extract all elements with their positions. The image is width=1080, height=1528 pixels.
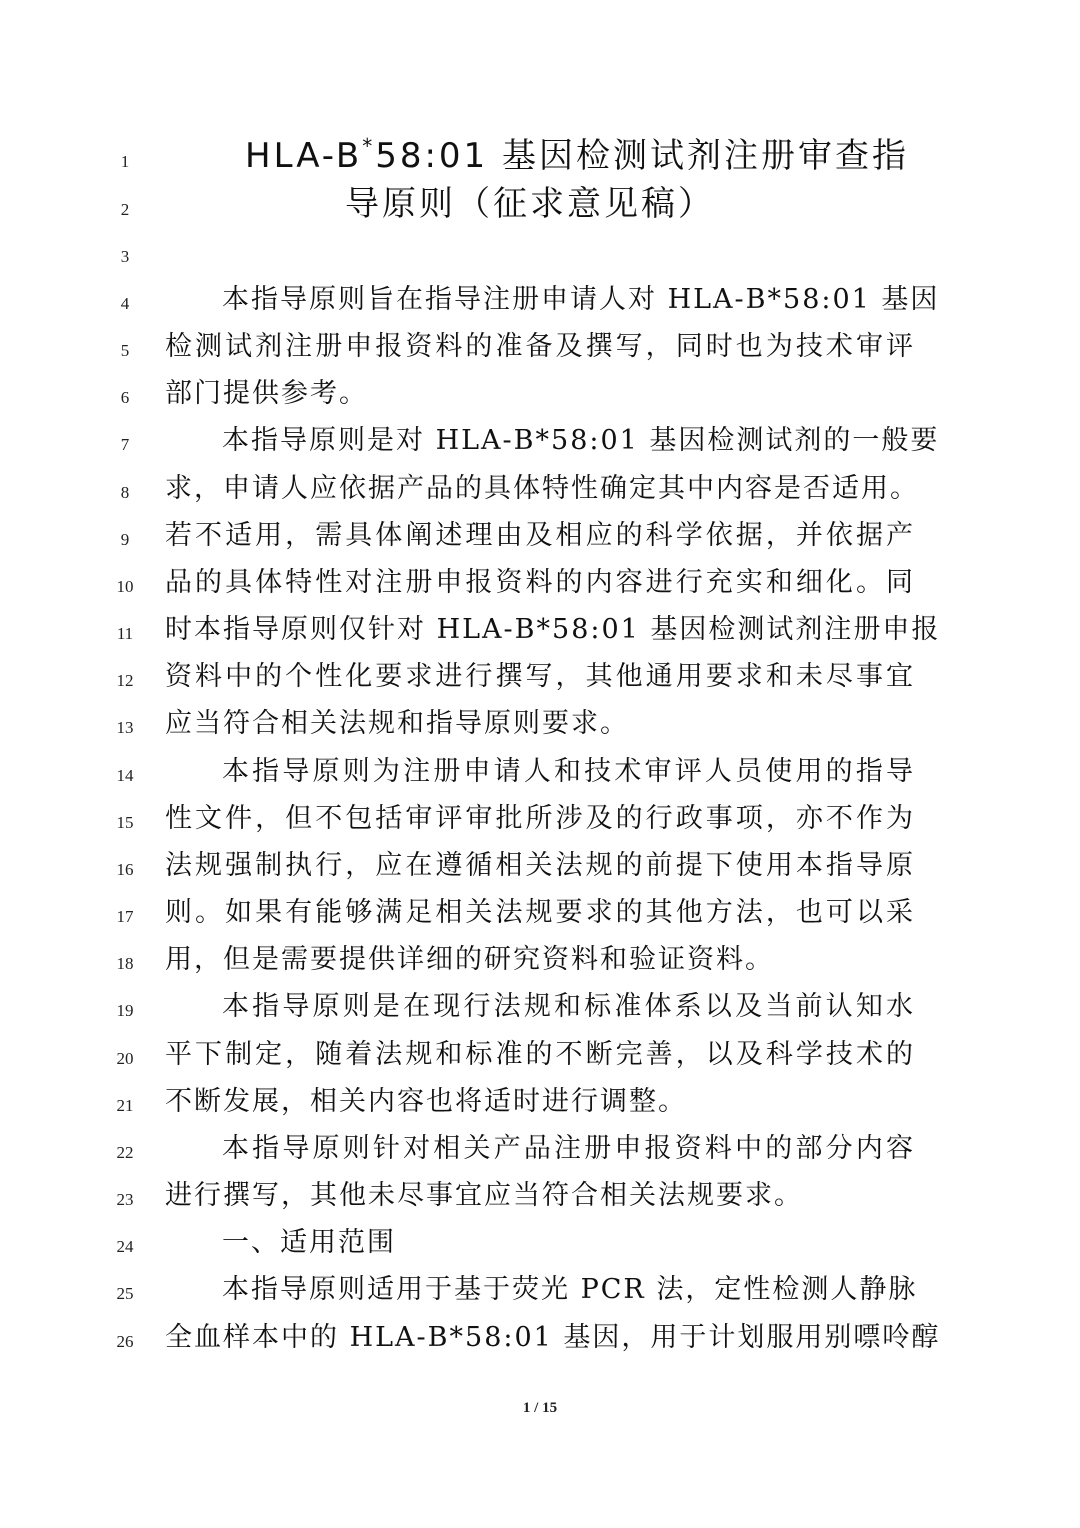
line-number: 7 [120,435,130,454]
line-number: 6 [120,388,130,407]
body-line: 检测试剂注册申报资料的准备及撰写，同时也为技术审评 [165,331,915,362]
body-line: 部门提供参考。 [165,378,368,409]
line-number: 12 [116,671,134,690]
body-line: 求，申请人应依据产品的具体特性确定其中内容是否适用。 [165,473,919,504]
title-suffix: 58:01 基因检测试剂注册审查指 [375,136,909,176]
body-line: 全血样本中的 HLA-B*58:01 基因，用于计划服用别嘌呤醇 [165,1322,941,1353]
line-number: 10 [116,577,134,596]
line-number: 9 [120,530,130,549]
line-number: 18 [116,954,134,973]
page-number: 1 / 15 [522,1400,558,1416]
line-number: 2 [120,200,130,219]
body-line: 品的具体特性对注册申报资料的内容进行充实和细化。同 [165,567,915,598]
line-number: 19 [116,1001,134,1020]
line-number: 15 [116,813,134,832]
line-number: 17 [116,907,134,926]
line-number: 23 [116,1190,134,1209]
line-number: 11 [116,624,134,643]
body-line: 平下制定，随着法规和标准的不断完善，以及科学技术的 [165,1039,915,1070]
title-prefix: HLA-B [245,136,363,176]
body-line: 性文件，但不包括审评审批所涉及的行政事项，亦不作为 [165,803,915,834]
body-line: 若不适用，需具体阐述理由及相应的科学依据，并依据产 [165,520,915,551]
body-line: 则。如果有能够满足相关法规要求的其他方法，也可以采 [165,897,915,928]
line-number: 5 [120,341,130,360]
line-number: 20 [116,1049,134,1068]
line-number: 22 [116,1143,134,1162]
line-number: 4 [120,294,130,313]
line-number: 3 [120,247,130,266]
title-superscript: * [362,134,376,158]
body-line: 本指导原则适用于基于荧光 PCR 法，定性检测人静脉 [222,1274,918,1305]
line-number: 16 [116,860,134,879]
line-number: 25 [116,1284,134,1303]
body-line: 本指导原则是在现行法规和标准体系以及当前认知水 [222,991,915,1022]
body-line: 资料中的个性化要求进行撰写，其他通用要求和未尽事宜 [165,661,915,692]
section-heading: 一、适用范围 [222,1227,396,1258]
body-line: 不断发展，相关内容也将适时进行调整。 [165,1086,687,1117]
body-line: 用，但是需要提供详细的研究资料和验证资料。 [165,944,774,975]
body-line: 本指导原则是对 HLA-B*58:01 基因检测试剂的一般要 [222,425,940,456]
body-line: 本指导原则针对相关产品注册申报资料中的部分内容 [222,1133,915,1164]
line-number: 14 [116,766,134,785]
line-number: 8 [120,483,130,502]
body-line: 本指导原则为注册申请人和技术审评人员使用的指导 [222,756,915,787]
line-number: 21 [116,1096,134,1115]
line-number: 1 [120,152,130,171]
body-line: 法规强制执行，应在遵循相关法规的前提下使用本指导原 [165,850,915,881]
line-number: 13 [116,718,134,737]
document-title-line-2: 导原则（征求意见稿） [345,184,715,224]
line-number: 26 [116,1332,134,1351]
document-title-line-1 [245,132,1005,180]
body-line: 时本指导原则仅针对 HLA-B*58:01 基因检测试剂注册申报 [165,614,941,645]
line-number: 24 [116,1237,134,1256]
body-line: 本指导原则旨在指导注册申请人对 HLA-B*58:01 基因 [222,284,940,315]
body-line: 应当符合相关法规和指导原则要求。 [165,708,629,739]
body-line: 进行撰写，其他未尽事宜应当符合相关法规要求。 [165,1180,803,1211]
